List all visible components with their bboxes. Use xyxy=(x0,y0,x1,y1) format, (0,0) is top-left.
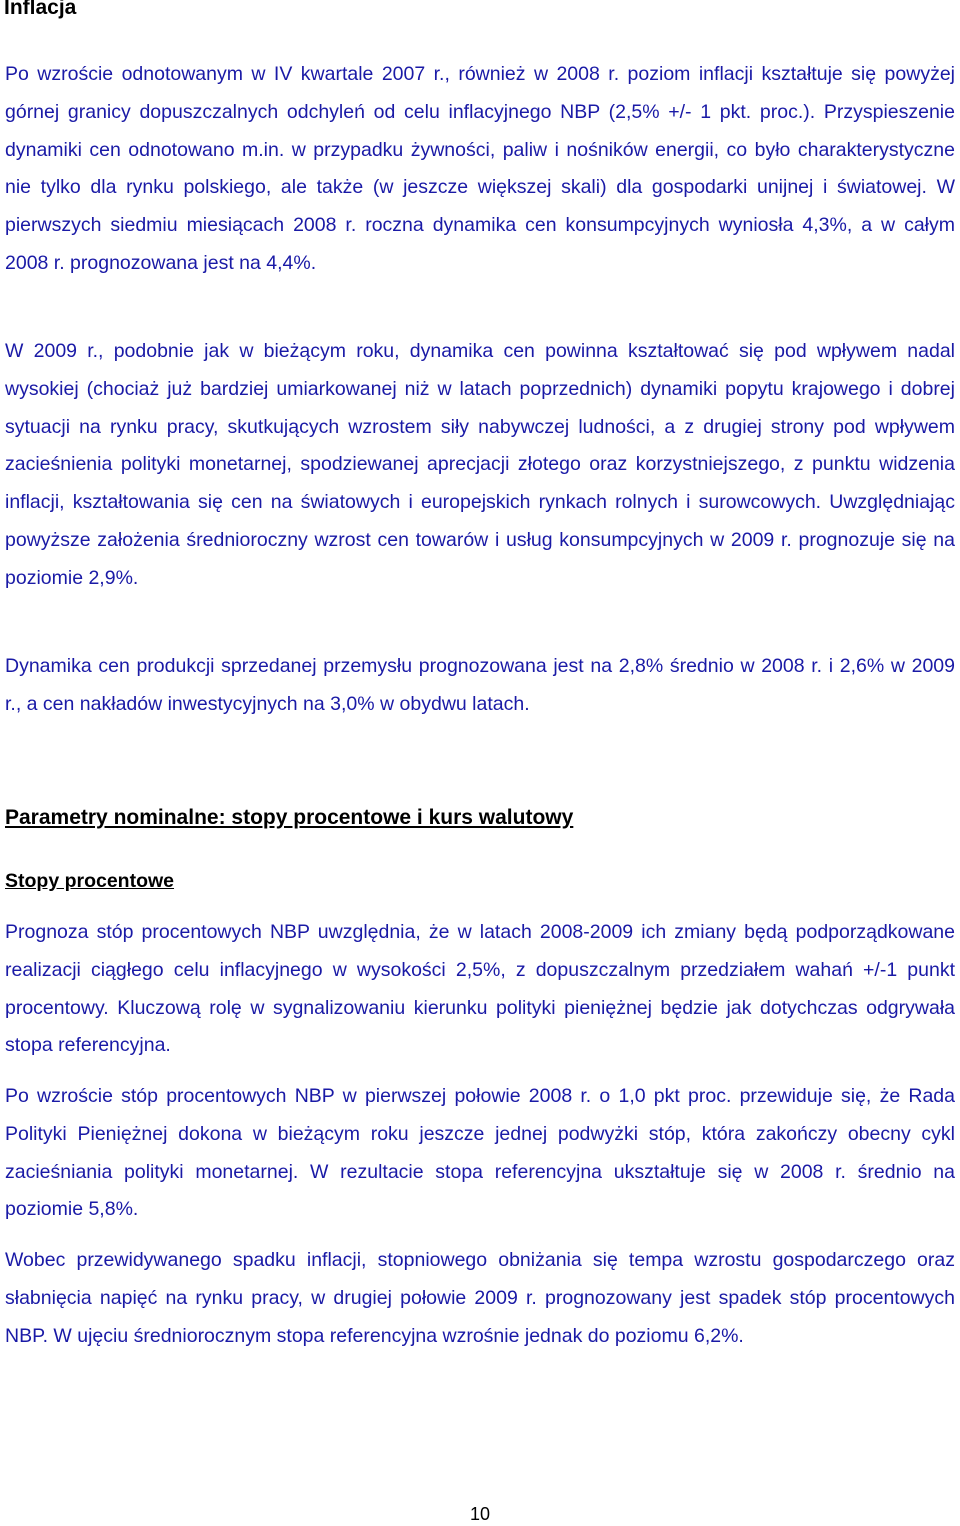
page-heading: Inflacja xyxy=(4,0,77,19)
section-title: Parametry nominalne: stopy procentowe i kurs walutowy xyxy=(5,806,574,829)
inflation-paragraph-3: Dynamika cen produkcji sprzedanej przemysłu prognozowana jest na 2,8% średnio w 2008 r. i 2,6% w 2009 r., a cen nakładów inwestycyjnych na 3,0% w obydwu latach. xyxy=(5,655,955,715)
page-number: 10 xyxy=(469,1504,491,1524)
rates-paragraph-1: Prognoza stóp procentowych NBP uwzględnia, że w latach 2008-2009 ich zmiany będą podporządkowane realizacji ciągłego celu inflacyjnego w wysokości 2,5%, z dopuszczalnym przedziałem wahań +/-1 punkt procentowy. Kluczową rolę w sygnalizowaniu kierunku polityki pieniężnej będzie jak dotychczas odgrywała stopa referencyjna. xyxy=(5,921,955,1057)
inflation-paragraph-2: W 2009 r., podobnie jak w bieżącym roku, dynamika cen powinna kształtować się pod wpływem nadal wysokiej (chociaż już bardziej umiarkowanej niż w latach poprzednich) dynamiki popytu krajowego i dobrej sytuacji na rynku pracy, skutkujących wzrostem siły nabywczej ludności, a z drugiej strony pod wpływem zacieśnienia polityki monetarnej, spodziewanej aprecjacji złotego oraz korzystniejszego, z punktu widzenia inflacji, kształtowania się cen na światowych i europejskich rynkach rolnych i surowcowych. Uwzględniając powyższe założenia średnioroczny wzrost cen towarów i usług konsumpcyjnych w 2009 r. prognozuje się na poziomie 2,9%. xyxy=(5,340,955,589)
rates-paragraph-2: Po wzroście stóp procentowych NBP w pierwszej połowie 2008 r. o 1,0 pkt proc. przewiduje się, że Rada Polityki Pieniężnej dokona w bieżącym roku jeszcze jednej podwyżki stóp, która zakończy obecny cykl zacieśniania polityki monetarnej. W rezultacie stopa referencyjna ukształtuje się w 2008 r. średnio na poziomie 5,8%. xyxy=(5,1085,955,1221)
subsection-title: Stopy procentowe xyxy=(5,870,175,892)
inflation-paragraph-1: Po wzroście odnotowanym w IV kwartale 2007 r., również w 2008 r. poziom inflacji kształtuje się powyżej górnej granicy dopuszczalnych odchyleń od celu inflacyjnego NBP (2,5% +/- 1 pkt. proc.). Przyspieszenie dynamiki cen odnotowano m.in. w przypadku żywności, paliw i nośników energii, co było charakterystyczne nie tylko dla rynku polskiego, ale także (w jeszcze większej skali) dla gospodarki unijnej i światowej. W pierwszych siedmiu miesiącach 2008 r. roczna dynamika cen konsumpcyjnych wyniosła 4,3%, a w całym 2008 r. prognozowana jest na 4,4%. xyxy=(5,63,955,274)
rates-paragraph-3: Wobec przewidywanego spadku inflacji, stopniowego obniżania się tempa wzrostu gospodarczego oraz słabnięcia napięć na rynku pracy, w drugiej połowie 2009 r. prognozowany jest spadek stóp procentowych NBP. W ujęciu średniorocznym stopa referencyjna wzrośnie jednak do poziomu 6,2%. xyxy=(5,1249,955,1347)
